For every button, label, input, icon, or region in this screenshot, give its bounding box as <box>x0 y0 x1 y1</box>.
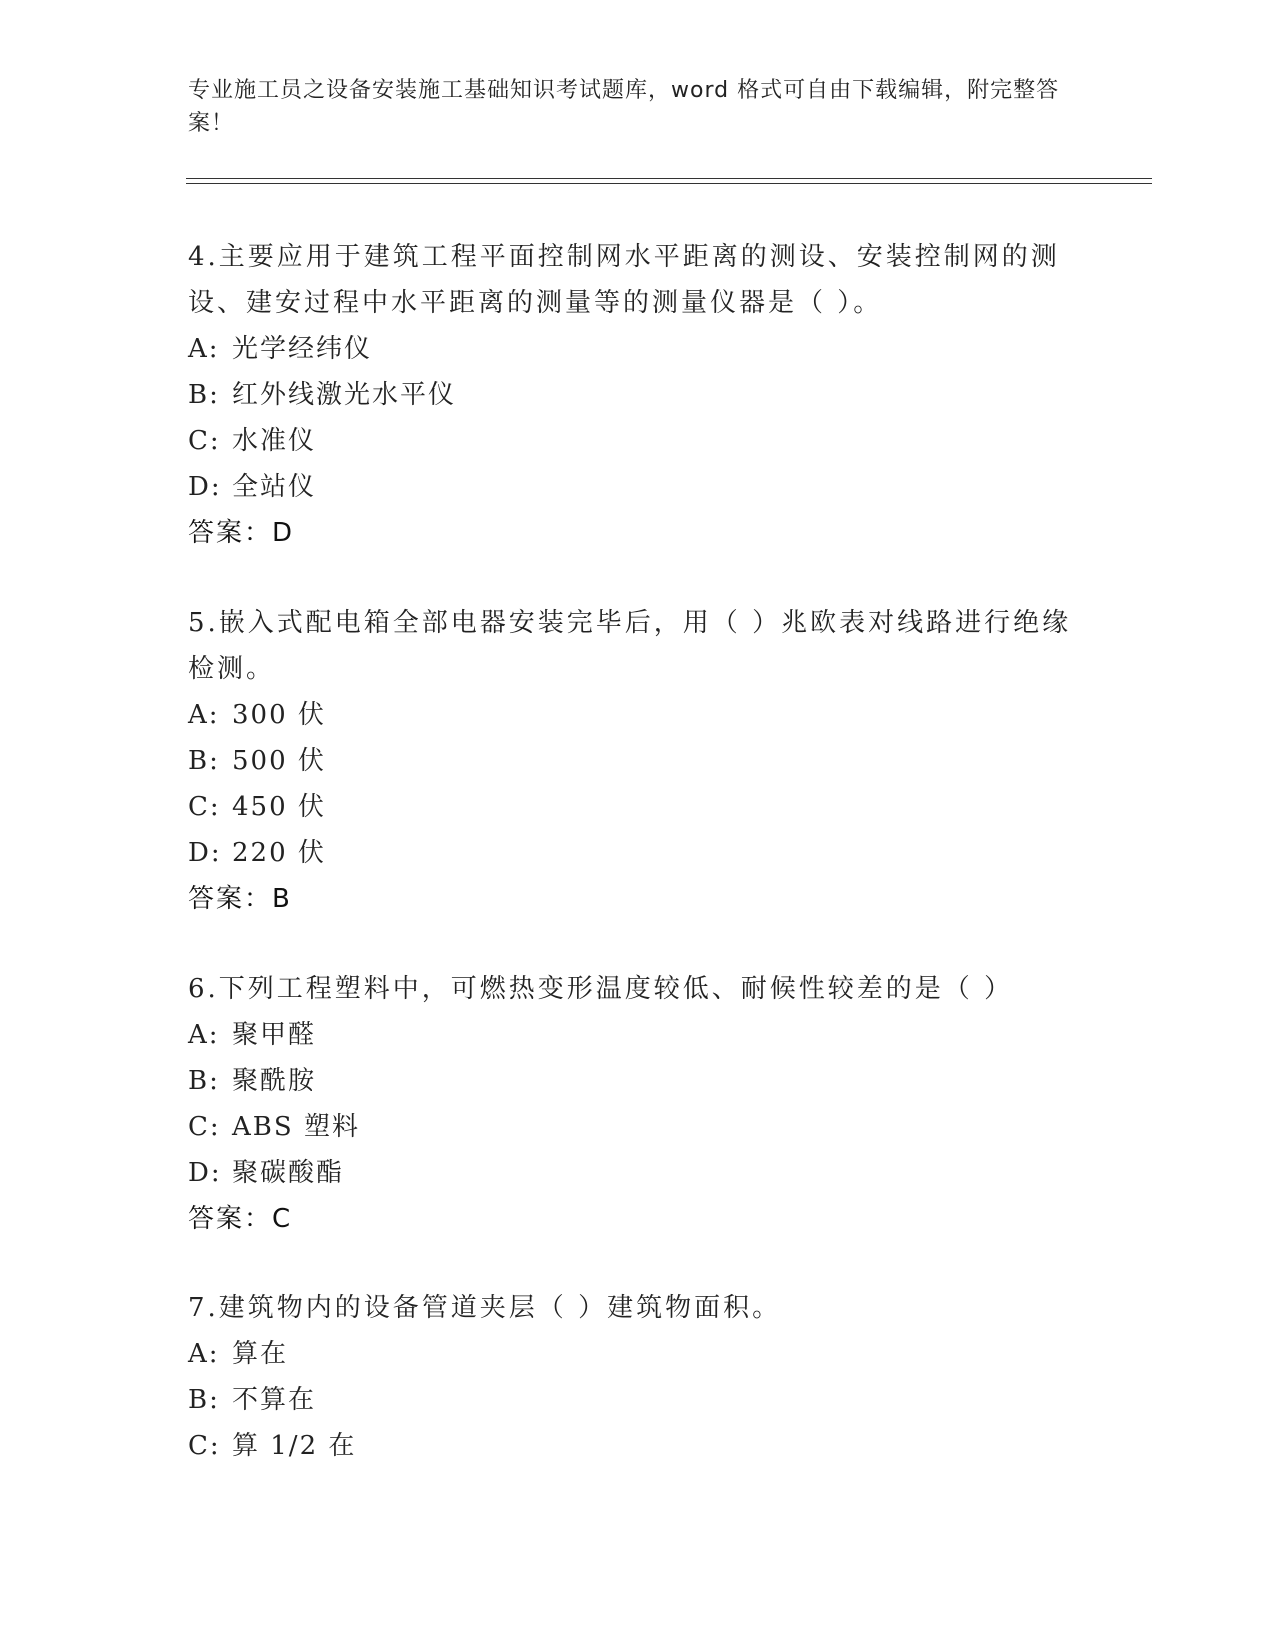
option-text: 光学经纬仪 <box>232 334 373 364</box>
option-b <box>188 738 1088 784</box>
option-letter: C: <box>188 792 221 822</box>
option-text: 聚酰胺 <box>232 1066 317 1096</box>
option-text: ABS 塑料 <box>232 1112 360 1142</box>
answer-line: 答案：D <box>188 518 295 548</box>
option-c <box>188 784 1088 830</box>
option-letter: B: <box>188 380 220 410</box>
option-letter: C: <box>188 1112 221 1142</box>
option-text: 450 伏 <box>232 792 326 822</box>
option-c <box>188 1423 1088 1469</box>
option-d <box>188 1150 1088 1196</box>
option-letter: A: <box>188 700 220 730</box>
option-a <box>188 326 1088 372</box>
option-text: 红外线激光水平仪 <box>232 380 457 410</box>
option-a <box>188 1012 1088 1058</box>
question-7 <box>188 1285 1088 1469</box>
option-b <box>188 1058 1088 1104</box>
answer-line: 答案：C <box>188 1204 293 1234</box>
option-a <box>188 1331 1088 1377</box>
option-text: 水准仪 <box>232 426 317 456</box>
header-divider-top <box>186 178 1152 179</box>
option-text: 220 伏 <box>232 838 326 868</box>
option-d <box>188 464 1088 510</box>
option-text: 聚碳酸酯 <box>232 1158 345 1188</box>
option-a <box>188 692 1088 738</box>
option-d <box>188 830 1088 876</box>
option-letter: D: <box>188 838 222 868</box>
option-text: 算在 <box>232 1339 289 1369</box>
option-letter: A: <box>188 1020 220 1050</box>
option-letter: A: <box>188 1339 220 1369</box>
answer-line: 答案：B <box>188 884 292 914</box>
option-text: 300 伏 <box>232 700 326 730</box>
option-letter: B: <box>188 746 220 776</box>
option-b <box>188 1377 1088 1423</box>
option-letter: D: <box>188 472 222 502</box>
option-letter: B: <box>188 1385 220 1415</box>
option-text: 聚甲醛 <box>232 1020 317 1050</box>
option-text: 全站仪 <box>232 472 317 502</box>
option-c <box>188 1104 1088 1150</box>
option-letter: A: <box>188 334 220 364</box>
option-letter: C: <box>188 426 221 456</box>
option-c <box>188 418 1088 464</box>
question-stem: 4.主要应用于建筑工程平面控制网水平距离的测设、安装控制网的测设、建安过程中水平距离的测量等的测量仪器是（ ）。 <box>188 242 1060 318</box>
question-stem: 7.建筑物内的设备管道夹层（ ）建筑物面积。 <box>188 1293 782 1323</box>
option-letter: C: <box>188 1431 221 1461</box>
option-text: 500 伏 <box>232 746 326 776</box>
question-5 <box>188 600 1088 922</box>
header-divider-bottom <box>186 183 1152 184</box>
question-4 <box>188 234 1088 556</box>
question-6 <box>188 966 1088 1242</box>
option-letter: B: <box>188 1066 220 1096</box>
question-stem: 6.下列工程塑料中，可燃热变形温度较低、耐候性较差的是（ ） <box>188 974 1014 1004</box>
question-stem: 5.嵌入式配电箱全部电器安装完毕后，用（ ）兆欧表对线路进行绝缘检测。 <box>188 608 1072 684</box>
option-b <box>188 372 1088 418</box>
option-text: 不算在 <box>232 1385 317 1415</box>
option-letter: D: <box>188 1158 222 1188</box>
page-header: 专业施工员之设备安装施工基础知识考试题库，word 格式可自由下载编辑，附完整答案！ <box>188 78 1060 136</box>
option-text: 算 1/2 在 <box>232 1431 357 1461</box>
